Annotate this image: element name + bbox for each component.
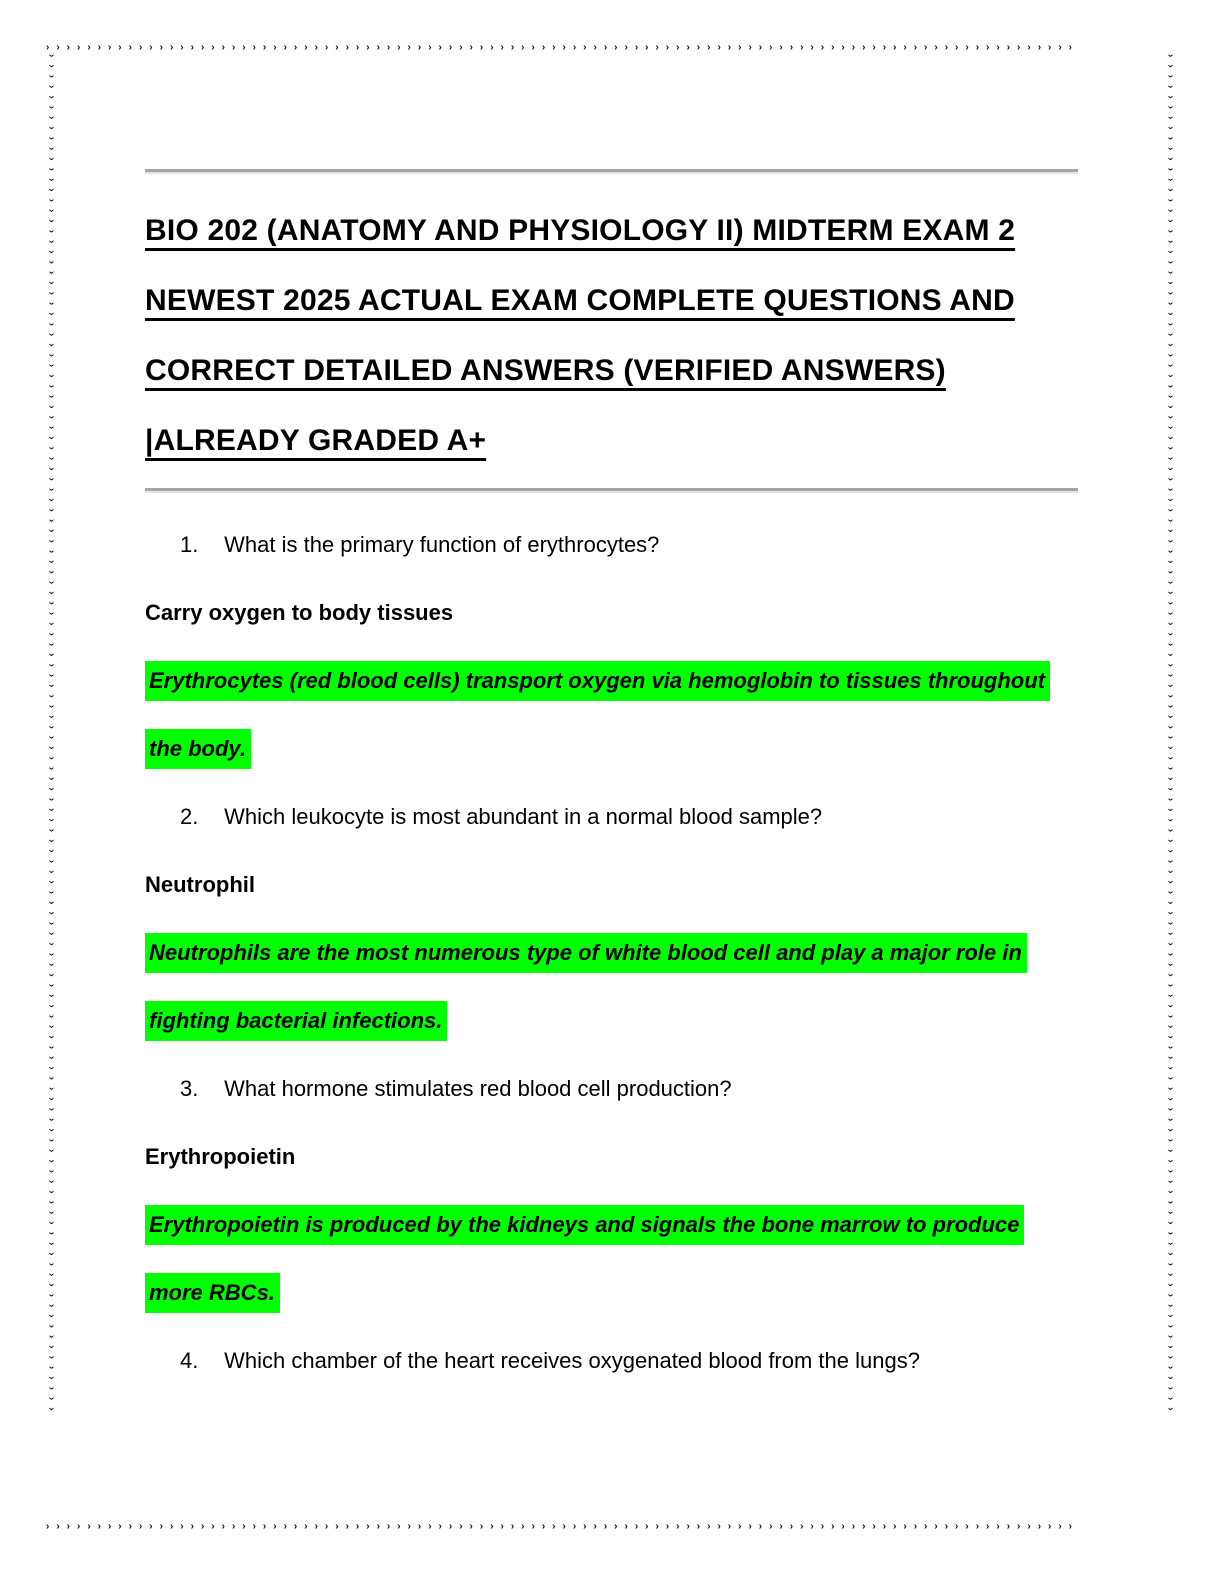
question-line [145,1055,1078,1123]
page-border-bottom-decoration: ›››››››››››››››››››››››››››››››››››››››››››››››››››››››››››››››››››››››››››››››››››››››››››››››››››› [46,1521,1080,1532]
document-title-line: |ALREADY GRADED A+ [145,424,487,457]
answer-line [145,579,1078,647]
answer-text: Carry oxygen to body tissues [145,600,454,625]
qa-item [145,1055,1078,1327]
question-number: 2. [180,804,199,829]
explanation-highlighted-text: Neutrophils are the most numerous type of white blood cell and play a major role in fighting bacterial infections. [145,933,1027,1041]
question-line [145,511,1078,579]
document-title-line: BIO 202 (ANATOMY AND PHYSIOLOGY II) MIDTERM EXAM 2 [145,214,1016,247]
question-text: Which chamber of the heart receives oxygenated blood from the lungs? [224,1348,920,1373]
page-border-left-decoration: ›››››››››››››››››››››››››››››››››››››››››››››››››››››››››››››››››››››››››››››››››››››››››››››››››››››››››››››››››››››››››››››››››››› [46,54,57,1418]
horizontal-rule-top [145,169,1078,172]
question-line [145,783,1078,851]
document-title-line: NEWEST 2025 ACTUAL EXAM COMPLETE QUESTIONS AND [145,284,1015,317]
document-title [145,196,1078,476]
explanation-line [145,1191,1078,1327]
question-number: 4. [180,1348,199,1373]
answer-text: Neutrophil [145,872,255,897]
answer-line [145,1123,1078,1191]
question-number: 3. [180,1076,199,1101]
document-content [145,0,1078,1395]
question-number: 1. [180,532,199,557]
question-text: What is the primary function of erythrocytes? [224,532,660,557]
explanation-line [145,919,1078,1055]
explanation-highlighted-text: Erythrocytes (red blood cells) transport oxygen via hemoglobin to tissues throughout the body. [145,661,1050,769]
answer-line [145,851,1078,919]
document-title-line: CORRECT DETAILED ANSWERS (VERIFIED ANSWERS) [145,354,946,387]
question-line [145,1327,1078,1395]
qa-item [145,1327,1078,1395]
horizontal-rule-bottom [145,488,1078,491]
question-text: What hormone stimulates red blood cell production? [224,1076,732,1101]
question-answer-list [145,511,1078,1395]
qa-item [145,783,1078,1055]
page-border-top-decoration: ›››››››››››››››››››››››››››››››››››››››››››››››››››››››››››››››››››››››››››››››››››››››››››››››››››› [46,42,1080,53]
explanation-line [145,647,1078,783]
answer-text: Erythropoietin [145,1144,296,1169]
page-border-right-decoration: ›››››››››››››››››››››››››››››››››››››››››››››››››››››››››››››››››››››››››››››››››››››››››››››››››››››››››››››››››››››››››››››››››››› [1165,54,1176,1418]
question-text: Which leukocyte is most abundant in a normal blood sample? [224,804,823,829]
explanation-highlighted-text: Erythropoietin is produced by the kidneys and signals the bone marrow to produce more RBCs. [145,1205,1024,1313]
qa-item [145,511,1078,783]
